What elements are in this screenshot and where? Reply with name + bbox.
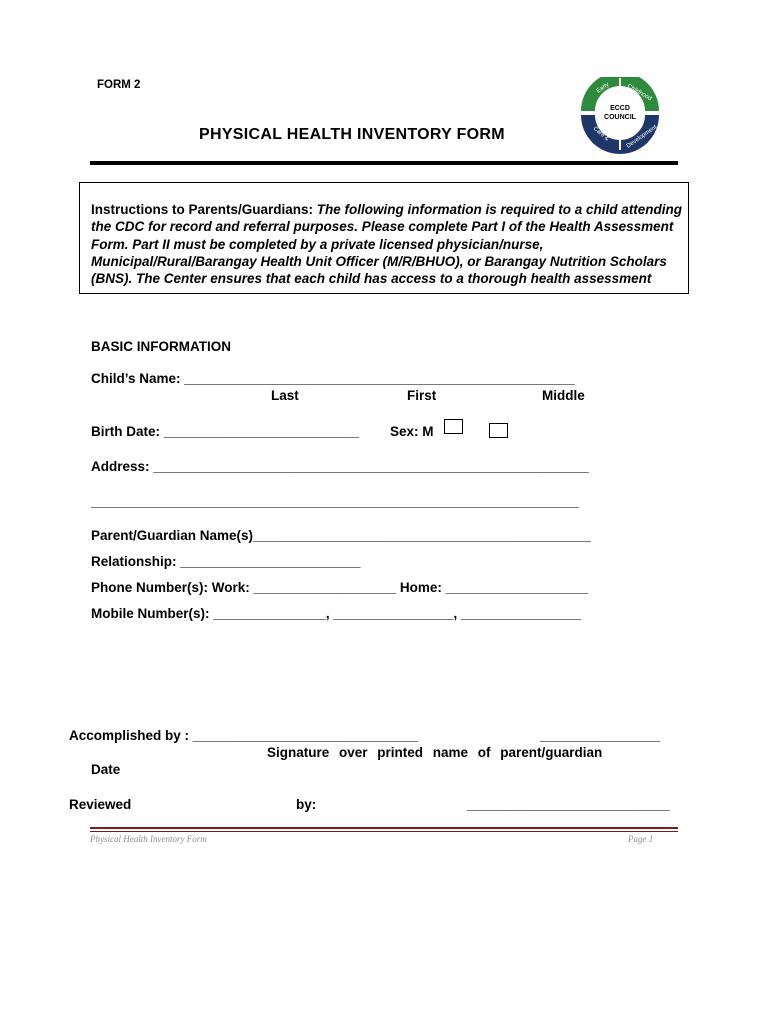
logo-center-line1: ECCD <box>610 105 630 112</box>
logo-ring-word: Early <box>595 81 611 95</box>
child-name-field[interactable]: Child’s Name: ____________________________________________________ <box>91 371 575 386</box>
logo-ring-word: Development <box>625 124 659 150</box>
address-line2-field[interactable]: _________________________________________________________________ <box>91 494 580 509</box>
sex-female-checkbox[interactable] <box>489 423 508 438</box>
date-label: Date <box>91 762 121 777</box>
reviewed-by-field[interactable]: ___________________________ <box>467 797 670 812</box>
signature-caption: Signature over printed name of parent/guardian <box>267 745 603 760</box>
phone-numbers-field[interactable]: Phone Number(s): Work: ___________________ Home: ___________________ <box>91 580 589 595</box>
footer-rule <box>90 827 678 829</box>
sex-male-checkbox[interactable] <box>444 419 463 434</box>
form-number: FORM 2 <box>97 79 141 91</box>
eccd-council-logo <box>575 77 665 159</box>
instructions-lead: Instructions to Parents/Guardians: <box>91 202 317 217</box>
instructions-body: The following information is required to a child attending the CDC for record and referral purposes. Please complete Part I of the Health Assessment Form. Part II must be completed by a private licensed physician/nurse, Municipal/Rural/Barangay Health Unit Officer (M/R/BHUO), or Barangay Nutrition Scholars (BNS). The Center ensures that each child has access to a thorough health assessment <box>91 202 683 287</box>
logo-ring-word: Care & <box>591 125 610 143</box>
footer-title: Physical Health Inventory Form <box>90 834 207 844</box>
name-part-last: Last <box>271 388 299 403</box>
logo-ring-word: Childhood <box>626 83 653 103</box>
address-field[interactable]: Address: __________________________________________________________ <box>91 459 589 474</box>
page-title: PHYSICAL HEALTH INVENTORY FORM <box>199 126 505 143</box>
accomplished-by-field[interactable]: Accomplished by : ______________________________ <box>69 728 419 743</box>
relationship-field[interactable]: Relationship: ________________________ <box>91 554 361 569</box>
name-part-first: First <box>407 388 437 403</box>
mobile-numbers-field[interactable]: Mobile Number(s): _______________, ________________, ________________ <box>91 606 582 621</box>
birth-date-field[interactable]: Birth Date: __________________________ <box>91 424 359 439</box>
basic-info-heading: BASIC INFORMATION <box>91 339 231 354</box>
instructions-text <box>91 201 691 287</box>
name-part-middle: Middle <box>542 388 585 403</box>
parent-guardian-field[interactable]: Parent/Guardian Name(s)_____________________________________________ <box>91 528 591 543</box>
logo-center-line2: COUNCIL <box>604 114 636 121</box>
header-rule <box>90 161 678 165</box>
footer-rule-thin <box>90 831 678 832</box>
accomplished-date-field[interactable]: ________________ <box>540 728 661 743</box>
reviewed-by-label: by: <box>296 797 317 812</box>
footer-page-number: Page 1 <box>628 834 654 844</box>
sex-label: Sex: M <box>390 424 434 439</box>
reviewed-label: Reviewed <box>69 797 132 812</box>
